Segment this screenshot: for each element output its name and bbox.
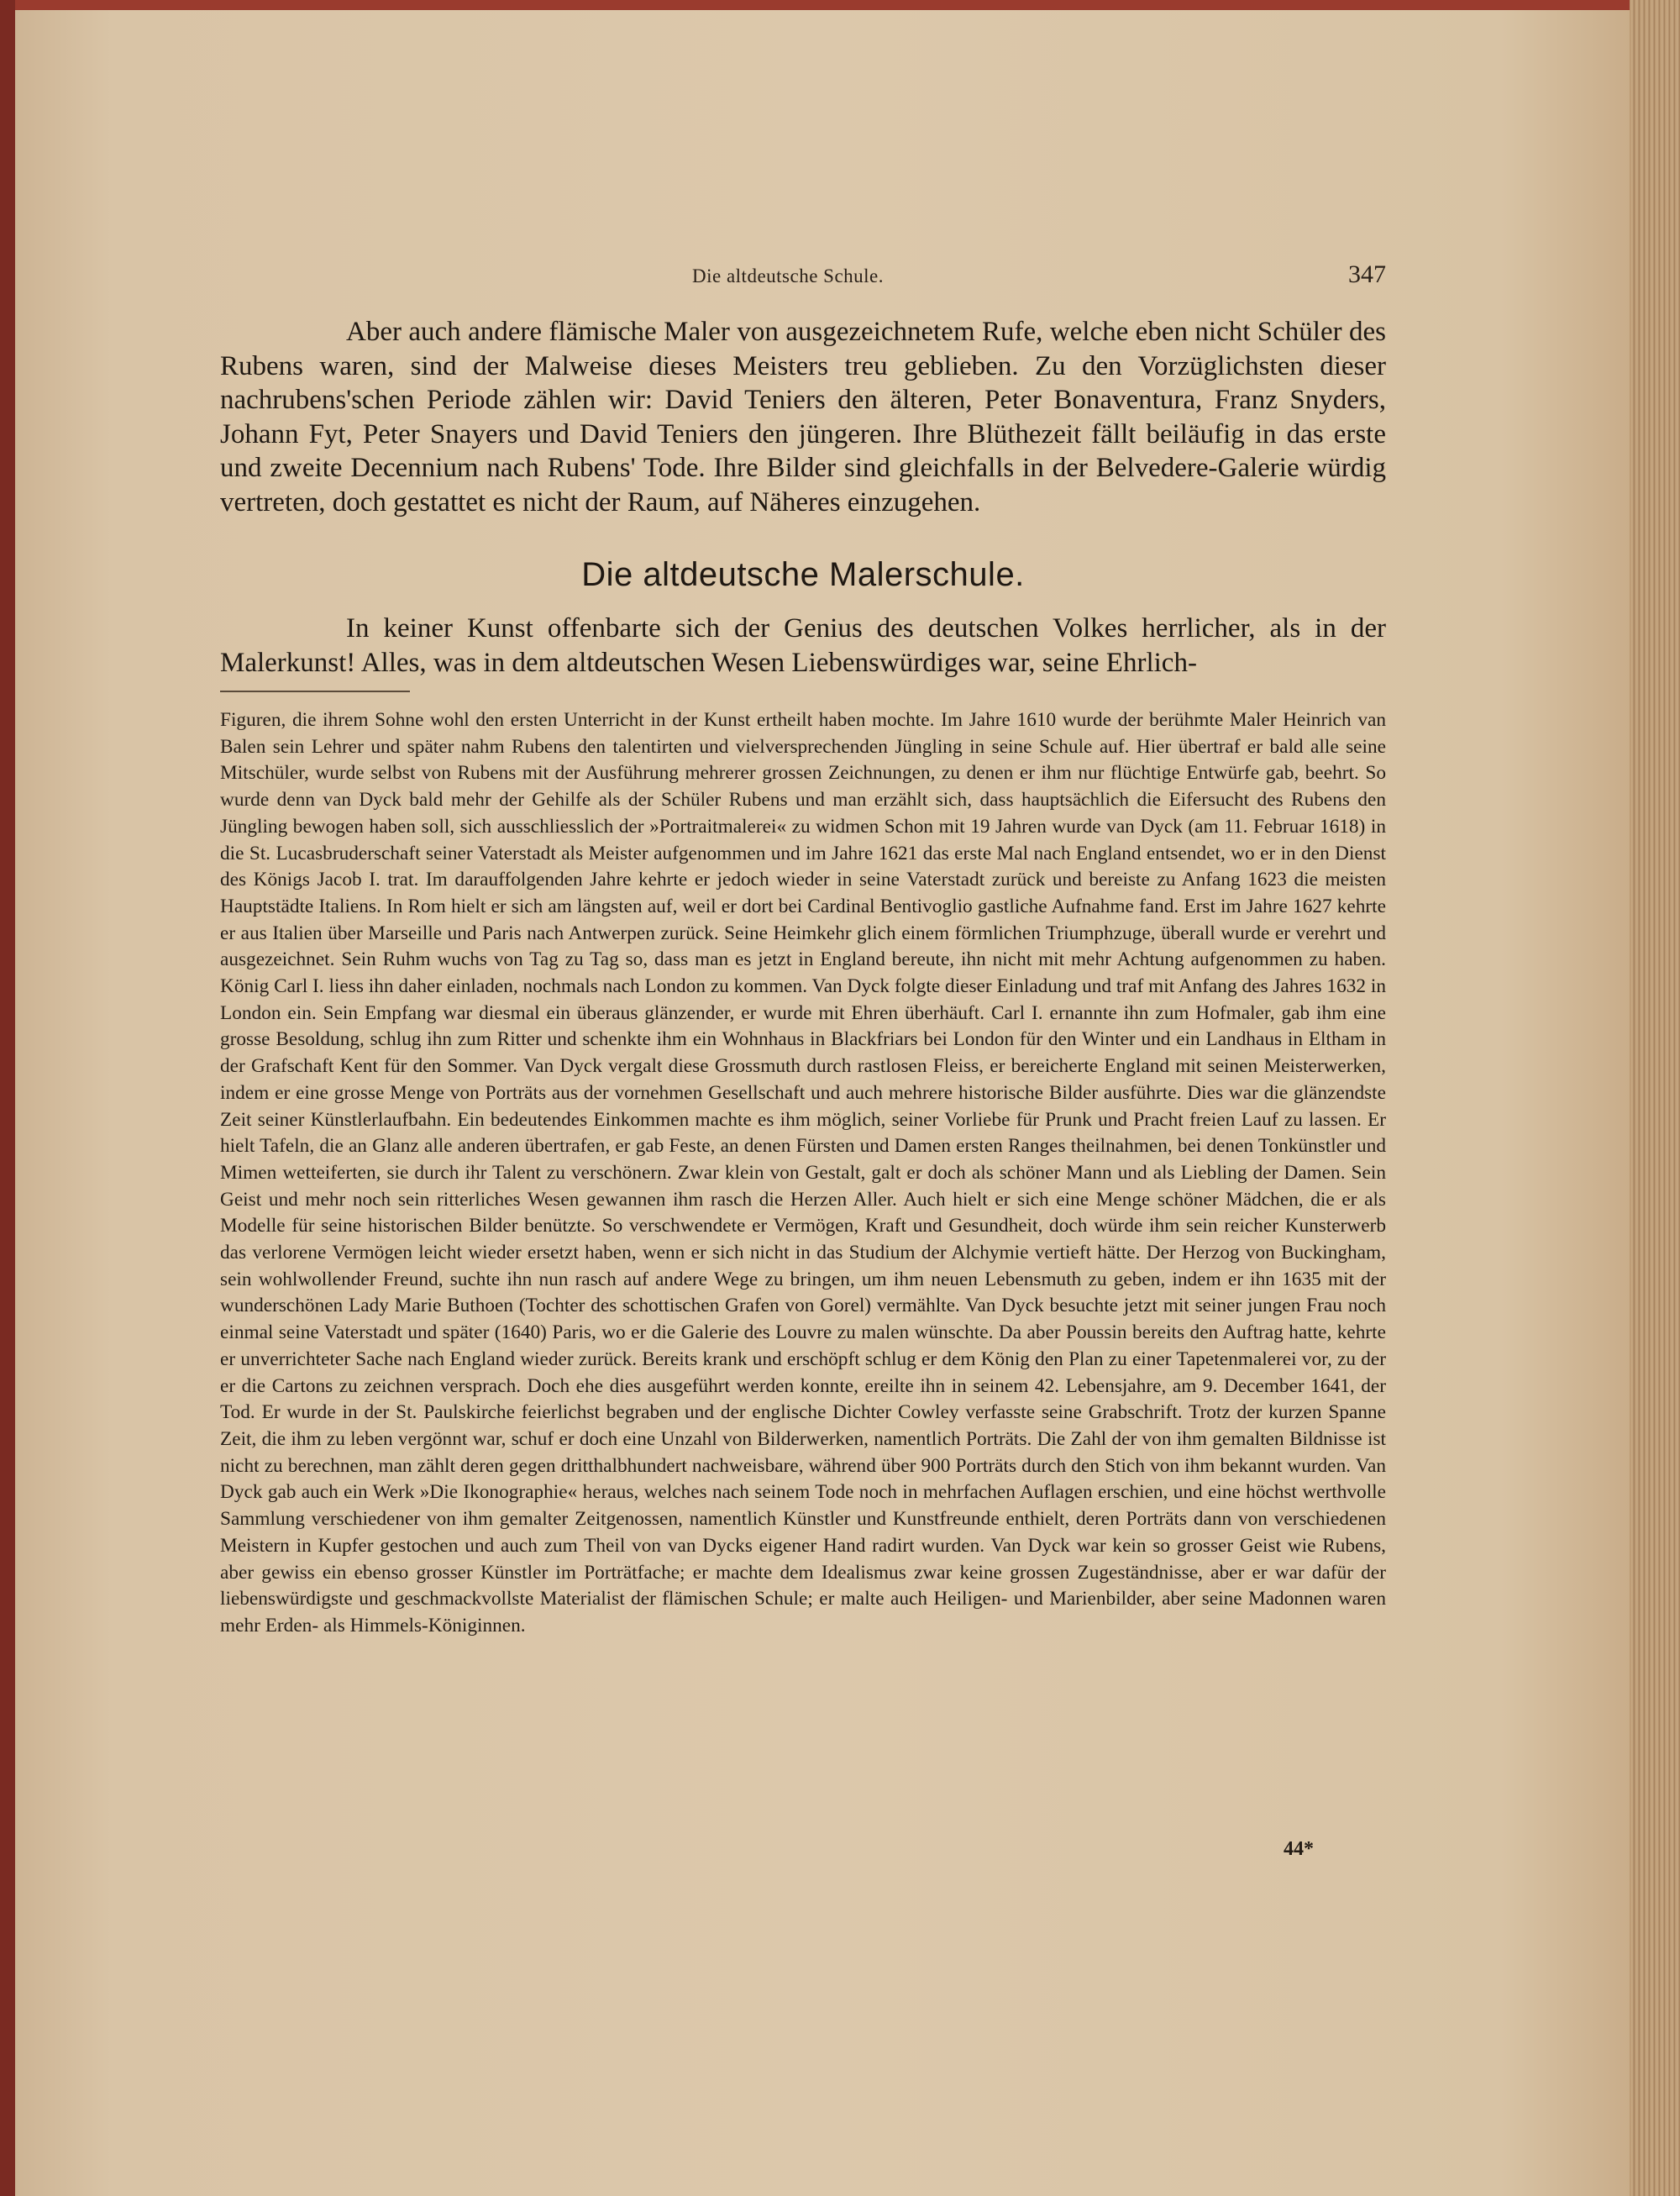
page-header [220, 260, 1386, 299]
footnote-text: Figuren, die ihrem Sohne wohl den ersten Unterricht in der Kunst ertheilt haben mochte. Im Jahre 1610 wurde der berühmte Maler Heinrich van Balen sein Lehrer und später nahm Rubens den talentirten und vielversprechenden Jüngling in seine Schule auf. Hier übertraf er bald alle seine Mitschüler, wurde selbst von Rubens mit der Ausführung mehrerer grossen Zeichnungen, zu denen er ihm nur flüchtige Entwürfe gab, beehrt. So wurde denn van Dyck bald mehr der Gehilfe als der Schüler Rubens und man erzählt sich, dass hauptsächlich die Eifersucht des Rubens den Jüngling bewogen haben soll, sich ausschliesslich der »Portraitmalerei« zu widmen Schon mit 19 Jahren wurde van Dyck (am 11. Februar 1618) in die St. Lucasbruderschaft seiner Vaterstadt als Meister aufgenommen und im Jahre 1621 das erste Mal nach England entsendet, wo er in den Dienst des Königs Jacob I. trat. Im darauffolgenden Jahre kehrte er jedoch wieder in seine Vaterstadt zurück und bereiste zu Anfang 1623 die meisten Hauptstädte Italiens. In Rom hielt er sich am längsten auf, weil er dort bei Cardinal Bentivoglio gastliche Aufnahme fand. Erst im Jahre 1627 kehrte er aus Italien über Marseille und Paris nach Antwerpen zurück. Seine Heimkehr glich einem förmlichen Triumphzuge, überall wurde er verehrt und ausgezeichnet. Sein Ruhm wuchs von Tag zu Tag so, dass man es jetzt in England bereute, ihn nicht mit mehr Achtung aufgenommen zu haben. König Carl I. liess ihn daher einladen, nochmals nach London zu kommen. Van Dyck folgte dieser Einladung und traf mit Anfang des Jahres 1632 in London ein. Sein Empfang war diesmal ein überaus glänzender, er wurde mit Ehren überhäuft. Carl I. ernannte ihn zum Hofmaler, gab ihm eine grosse Besoldung, schlug ihn zum Ritter und schenkte ihm ein Wohnhaus in Blackfriars bei London für den Winter und ein Landhaus in Eltham in der Grafschaft Kent für den Sommer. Van Dyck vergalt diese Grossmuth durch rastlosen Fleiss, er bereicherte England mit seinen Meisterwerken, indem er eine grosse Menge von Porträts aus der vornehmen Gesellschaft und auch mehrere historische Bilder ausführte. Dies war die glänzendste Zeit seiner Künstlerlaufbahn. Ein bedeutendes Einkommen machte es ihm möglich, seiner Vorliebe für Prunk und Pracht freien Lauf zu lassen. Er hielt Tafeln, die an Glanz alle anderen übertrafen, er gab Feste, an denen Fürsten und Damen ersten Ranges theilnahmen, bei denen Tonkünstler und Mimen wetteiferten, sie durch ihr Talent zu verschönern. Zwar klein von Gestalt, galt er doch als schöner Mann und als Liebling der Damen. Sein Geist und mehr noch sein ritterliches Wesen gewannen ihm rasch die Herzen Aller. Auch hielt er sich eine Menge schöner Mädchen, die er als Modelle für seine historischen Bilder benützte. So verschwendete er Vermögen, Kraft und Gesundheit, doch würde ihm sein reicher Kunsterwerb das verlorene Vermögen leicht wieder ersetzt haben, wenn er sich nicht in das Studium der Alchymie vertieft hätte. Der Herzog von Buckingham, sein wohlwollender Freund, suchte ihn nun rasch auf andere Wege zu bringen, um ihm neuen Lebensmuth zu geben, indem er ihn 1635 mit der wunderschönen Lady Marie Buthoen (Tochter des schottischen Grafen von Gorel) vermählte. Van Dyck besuchte jetzt mit seiner jungen Frau noch einmal seine Vaterstadt und später (1640) Paris, wo er die Galerie des Louvre zu malen wünschte. Da aber Poussin bereits den Auftrag hatte, kehrte er unverrichteter Sache nach England wieder zurück. Bereits krank und erschöpft schlug er dem König den Plan zu einer Tapetenmalerei vor, zu der er die Cartons zu zeichnen versprach. Doch ehe dies ausgeführt werden konnte, ereilte ihn in seinem 42. Lebensjahre, am 9. December 1641, der Tod. Er wurde in der St. Paulskirche feierlichst begraben und der englische Dichter Cowley verfasste seine Grabschrift. Trotz der kurzen Spanne Zeit, die ihm zu leben vergönnt war, schuf er doch eine Unzahl von Bilderwerken, namentlich Porträts. Die Zahl der von ihm gemalten Bildnisse ist nicht zu berechnen, man zählt deren gegen dritthalbhundert nachweisbare, während über 900 Porträts durch den Stich von ihm bekannt wurden. Van Dyck gab auch ein Werk »Die Ikonographie« heraus, welches nach seinem Tode noch in mehrfachen Auflagen erschien, und eine höchst werthvolle Sammlung verschiedener von ihm gemalter Zeitgenossen, namentlich Künstler und Kunstfreunde enthielt, deren Porträts dann von verschiedenen Meistern in Kupfer gestochen und auch zum Theil von van Dycks eigener Hand radirt wurden. Van Dyck war kein so grosser Geist wie Rubens, aber gewiss ein ebenso grosser Künstler im Porträtfache; er machte dem Idealismus zwar keine grossen Zugeständnisse, aber er war dafür der liebenswürdigste und geschmackvollste Materialist der flämischen Schule; er malte auch Heiligen- und Marienbilder, aber seine Madonnen waren mehr Erden- als Himmels-Königinnen. [220, 709, 1386, 1636]
signature-mark: 44* [1284, 1838, 1314, 1860]
main-text [220, 315, 1386, 519]
section-heading: Die altdeutsche Malerschule. [581, 556, 1025, 593]
footnote-rule [220, 691, 410, 692]
section-paragraph: In keiner Kunst offenbarte sich der Genius des deutschen Volkes herrlicher, als in der Malerkunst! Alles, was in dem altdeutschen Wesen Liebenswürdiges war, seine Ehrlich- [220, 613, 1386, 678]
page-stack-edge [1630, 0, 1680, 2196]
top-page-edge [15, 0, 1630, 10]
running-head: Die altdeutsche Schule. [692, 265, 885, 286]
section-text [220, 612, 1386, 680]
main-paragraph: Aber auch andere flämische Maler von ausgezeichnetem Rufe, welche eben nicht Schüler des Rubens waren, sind der Malweise dieses Meisters treu geblieben. Zu den Vorzüglichsten dieser nachrubens'schen Periode zählen wir: David Teniers den älteren, Peter Bonaventura, Franz Snyders, Johann Fyt, Peter Snayers und David Teniers den jüngeren. Ihre Blüthezeit fällt beiläufig in das erste und zweite Decennium nach Rubens' Tode. Ihre Bilder sind gleichfalls in der Belvedere-Galerie würdig vertreten, doch gestattet es nicht der Raum, auf Näheres einzugehen. [220, 317, 1386, 517]
binding-edge [0, 0, 15, 2196]
page-number: 347 [1348, 260, 1386, 288]
